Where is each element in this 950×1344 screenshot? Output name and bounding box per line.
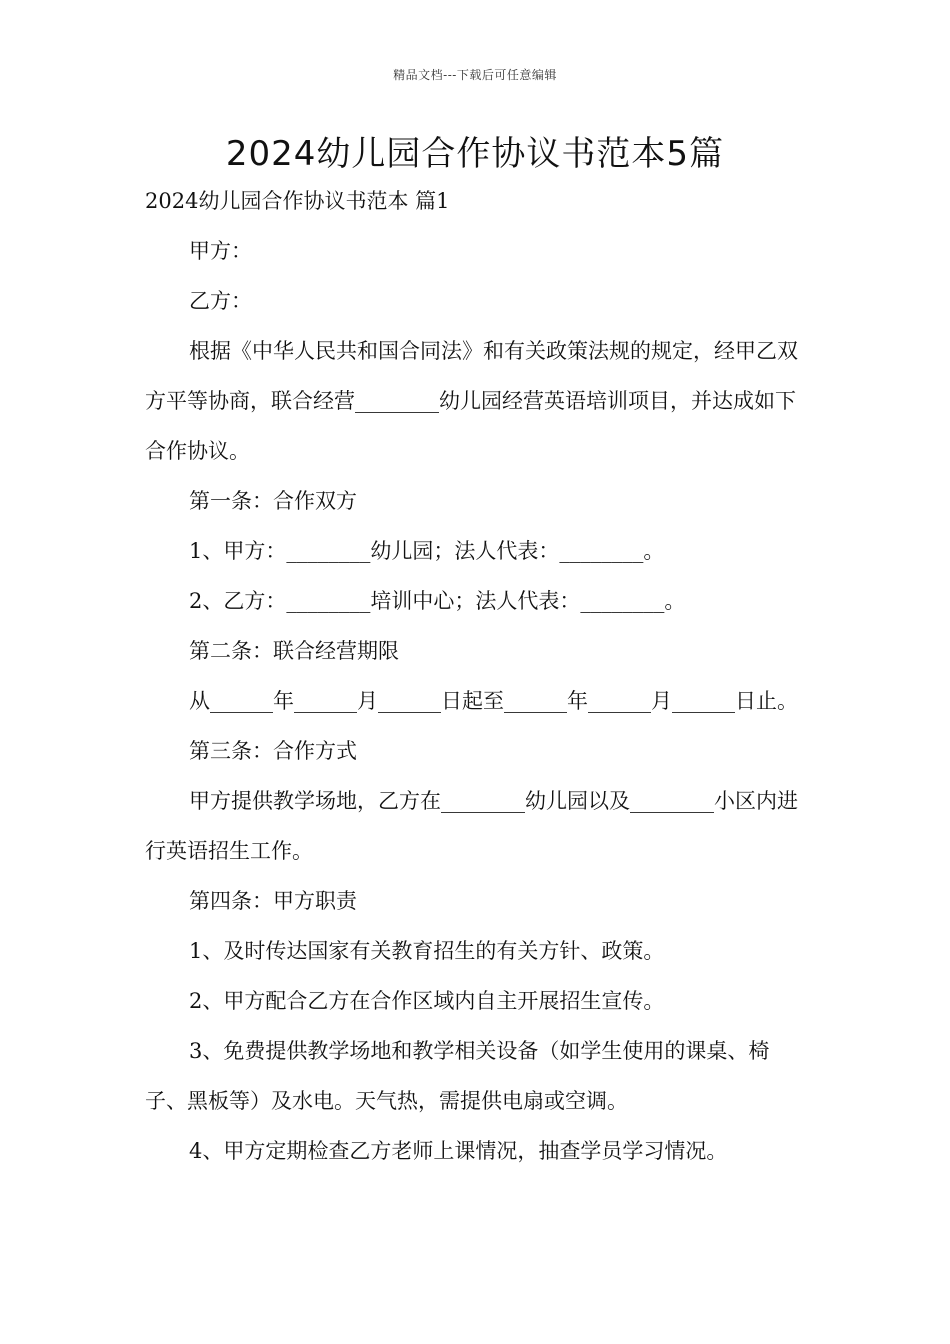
- article-4-item-2: 2、甲方配合乙方在合作区域内自主开展招生宣传。: [189, 989, 665, 1013]
- document-body: [145, 176, 810, 1176]
- article-1-heading: 第一条：合作双方: [189, 489, 357, 513]
- header-note: 精品文档---下载后可任意编辑: [393, 68, 557, 82]
- article-4-heading: 第四条：甲方职责: [189, 889, 357, 913]
- article-1-item-2: 2、乙方：________培训中心；法人代表：________。: [189, 589, 686, 613]
- section-heading: 2024幼儿园合作协议书范本 篇1: [145, 189, 450, 213]
- party-b-line: 乙方：: [189, 289, 252, 313]
- document-title: 2024幼儿园合作协议书范本5篇: [225, 134, 725, 174]
- article-1-item-1: 1、甲方：________幼儿园；法人代表：________。: [189, 539, 665, 563]
- preamble-paragraph: 根据《中华人民共和国合同法》和有关政策法规的规定，经甲乙双方平等协商，联合经营________幼儿园经营英语培训项目，并达成如下合作协议。: [145, 339, 798, 463]
- article-2-heading: 第二条：联合经营期限: [189, 639, 399, 663]
- article-4-item-3: 3、免费提供教学场地和教学相关设备（如学生使用的课桌、椅子、黑板等）及水电。天气热，需提供电扇或空调。: [145, 1039, 770, 1113]
- article-2-paragraph: 从______年______月______日起至______年______月______日止。: [189, 689, 798, 713]
- article-4-item-1: 1、及时传达国家有关教育招生的有关方针、政策。: [189, 939, 665, 963]
- article-3-paragraph: 甲方提供教学场地，乙方在________幼儿园以及________小区内进行英语招生工作。: [145, 789, 798, 863]
- article-4-item-4: 4、甲方定期检查乙方老师上课情况，抽查学员学习情况。: [189, 1139, 728, 1163]
- party-a-line: 甲方：: [189, 239, 252, 263]
- article-3-heading: 第三条：合作方式: [189, 739, 357, 763]
